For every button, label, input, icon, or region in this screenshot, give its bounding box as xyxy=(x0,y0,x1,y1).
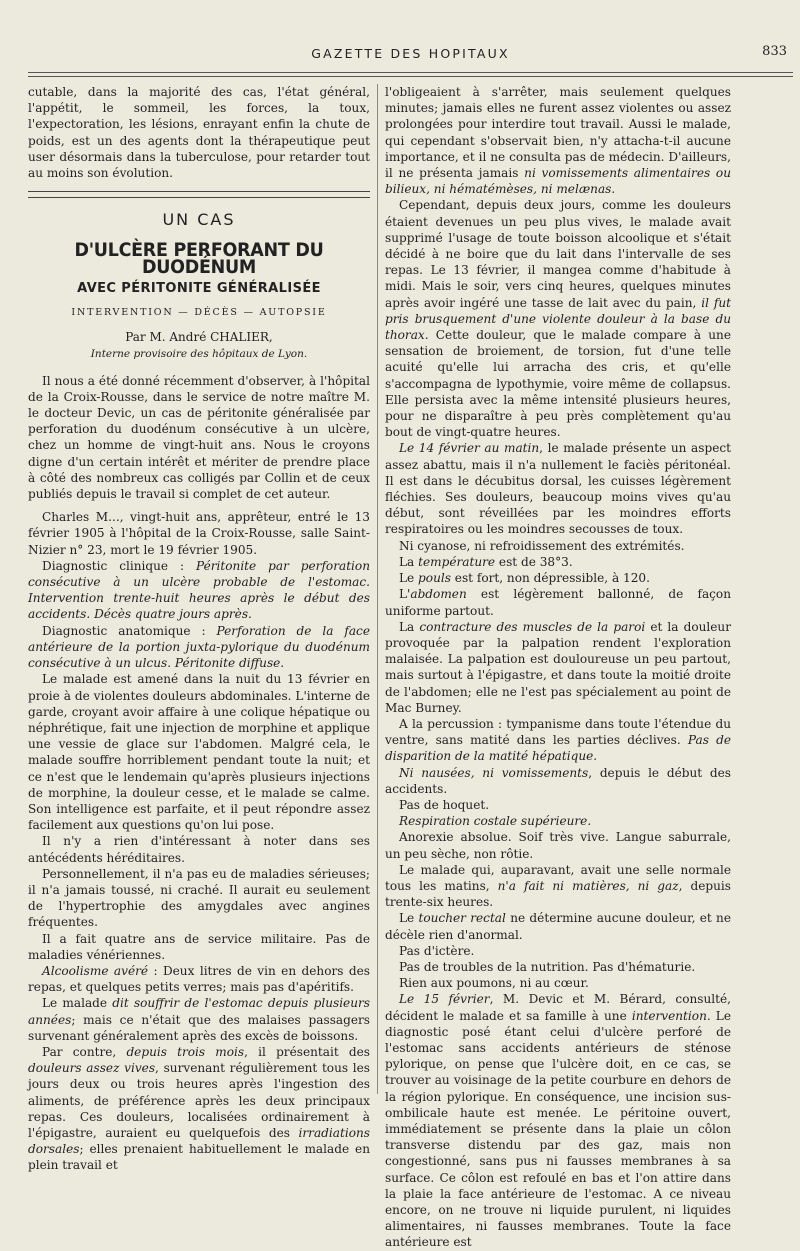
onset-paragraph: Cependant, depuis deux jours, comme les douleurs étaient devenues un peu plus vives, le malade avait supprimé l'usage de toute boisson alcoolique et s'était décidé à ne boire que du lait dans l'intervalle de ses repas. Le 13 février, il mangea comme d'habitude à midi. Mais le soir, vers cinq heures, quelques minutes après avoir ingéré une tasse de lait avec du pain, il fut pris brusquement d'une violente douleur à la base du thorax. Cette douleur, que le malade compare à une sensation de broiement, de torsion, fut d'une telle acuité qu'elle lui arracha des cris, et qu'elle s'accompagna de lypothymie, voire même de collapsus. Elle persista avec la même intensité plusieurs heures, pour ne disparaître à peu près complètement qu'au bout de vingt-quatre heures. xyxy=(385,198,731,440)
lungs-line: Rien aux poumons, ni au cœur. xyxy=(399,976,589,991)
nausea-line: Ni nausées, ni vomissements, depuis le début des accidents. xyxy=(385,765,731,796)
header-rule xyxy=(28,72,793,73)
continued-paragraph-right: l'obligeaient à s'arrêter, mais seulement quelques minutes; jamais elles ne furent assez violentes ou assez prolongées pour interdire tout travail. Aussi le malade, qui cependant s'observait bien, n'y attacha-t-il aucune importance, et il ne consulta pas de médecin. D'ailleurs, il ne présenta jamais ni vomissements alimentaires ou bilieux, ni hématémèses, ni melænas. xyxy=(385,85,731,197)
column-divider xyxy=(377,84,378,1094)
article-heading xyxy=(28,212,370,362)
clinical-diagnosis: Diagnostic clinique : Péritonite par perforation consécutive à un ulcère probable de l'estomac. Intervention trente-huit heures après le début des accidents. Décès quatre jours après. xyxy=(28,558,370,622)
article-tags: INTERVENTION — DÉCÈS — AUTOPSIE xyxy=(71,307,327,319)
stomach-paragraph: Le malade dit souffrir de l'estomac depuis plusieurs années; mais ce n'était que des malaises passagers survenant généralement après des excès de boissons. xyxy=(28,996,370,1043)
article-author: Par M. André CHALIER, xyxy=(125,330,273,345)
rectal-line: Le toucher rectal ne détermine aucune douleur, et ne décèle rien d'anormal. xyxy=(385,911,731,942)
anorexia-line: Anorexie absolue. Soif très vive. Langue saburrale, un peu sèche, non rôtie. xyxy=(385,830,731,861)
hiccup-line: Pas de hoquet. xyxy=(399,797,490,812)
article-title: D'ULCÈRE PERFORANT DU DUODÉNUM xyxy=(74,239,324,278)
page-number: 833 xyxy=(762,44,787,59)
article-separator xyxy=(28,191,370,198)
continued-paragraph: cutable, dans la majorité des cas, l'état général, l'appétit, le sommeil, les forces, la toux, l'expectoration, les lésions, enrayant enfin la chute de poids, est un des agents dont la thérapeutique peut user désormais dans la tuberculose, pour retarder tout au moins son évolution. xyxy=(28,85,370,181)
left-column xyxy=(28,84,370,1174)
heredity-paragraph: Il n'y a rien d'intéressant à noter dans ses antécédents héréditaires. xyxy=(28,834,370,865)
military-paragraph: Il a fait quatre ans de service militaire. Pas de maladies vénériennes. xyxy=(28,931,370,962)
journal-title: GAZETTE DES HOPITAUX xyxy=(311,46,510,61)
abdomen-line: L'abdomen est légèrement ballonné, de façon uniforme partout. xyxy=(385,587,731,618)
feb15-paragraph: Le 15 février, M. Devic et M. Bérard, consulté, décident le malade et sa famille à une intervention. Le diagnostic posé étant celui d'ulcère perforé de l'estomac sans accidents antérieurs de sténose pylorique, on pense que l'ulcère doit, en ce cas, se trouver au voisinage de la petite courbure en dehors de la région pylorique. En conséquence, une incision sus-ombilicale haute est menée. Le péritoine ouvert, immédiatement se présente dans la plaie un côlon transverse distendu par des gaz, mais non congestionné, sans pus ni fausses membranes à sa surface. Ce côlon est refoulé en bas et l'on attire dans la plaie la face antérieure de l'estomac. A ce niveau encore, on ne trouve ni liquide purulent, ni liquides alimentaires, ni fausses membranes. Toute la face antérieure est xyxy=(385,992,731,1250)
intro-paragraph: Il nous a été donné récemment d'observer, à l'hôpital de la Croix-Rousse, dans le service de notre maître M. le docteur Devic, un cas de péritonite généralisée par perforation du duodénum consécutive à un ulcère, chez un homme de vingt-huit ans. Nous le croyons digne d'un certain intérêt et mériter de prendre place à côté des nombreux cas colligés par Collin et de ceux publiés depuis le travail si complet de cet auteur. xyxy=(28,373,370,502)
pain-paragraph: Par contre, depuis trois mois, il présentait des douleurs assez vives, survenant régulièrement tous les jours deux ou trois heures après l'ingestion des aliments, de préférence après les deux principaux repas. Ces douleurs, localisées ordinairement à l'épigastre, auraient eu quelquefois des irradiations dorsales; elles prenaient habituellement le malade en plein travail et xyxy=(28,1044,370,1173)
page-header xyxy=(28,42,793,64)
personal-history-paragraph: Personnellement, il n'a pas eu de maladies sérieuses; il n'a jamais toussé, ni craché. Il aurait eu seulement de l'hypertrophie des amygdales avec angines fréquentes. xyxy=(28,866,370,930)
right-column xyxy=(385,84,731,1251)
jaundice-line: Pas d'ictère. xyxy=(399,943,475,958)
pulse-line: Le pouls est fort, non dépressible, à 120. xyxy=(399,571,650,586)
arrival-paragraph: Le malade est amené dans la nuit du 13 février en proie à de violentes douleurs abdominales. L'interne de garde, croyant avoir affaire à une colique hépatique ou néphrétique, fait une injection de morphine et applique une vessie de glace sur l'abdomen. Malgré cela, le malade souffre horriblement pendant toute la nuit; et ce n'est que le lendemain qu'après plusieurs injections de morphine, la douleur cesse, et le malade se calme. Son intelligence est parfaite, et il peut répondre assez facilement aux questions qu'on lui pose. xyxy=(28,672,370,833)
feb14-paragraph: Le 14 février au matin, le malade présente un aspect assez abattu, mais il n'a nullement le faciès péritonéal. Il est dans le décubitus dorsal, les cuisses légèrement fléchies. Ses douleurs, beaucoup moins vives qu'au début, sont réveillées par les moindres efforts respiratoires ou les moindres secousses de toux. xyxy=(385,441,731,537)
nutrition-line: Pas de troubles de la nutrition. Pas d'hématurie. xyxy=(399,959,696,974)
respiration-line: Respiration costale supérieure. xyxy=(399,814,592,829)
cyanosis-line: Ni cyanose, ni refroidissement des extrémités. xyxy=(399,538,685,553)
article-kicker: UN CAS xyxy=(162,210,236,230)
contracture-paragraph: La contracture des muscles de la paroi et la douleur provoquée par la palpation rendent l'exploration malaisée. La palpation est douloureuse un peu partout, mais surtout à l'épigastre, et dans toute la moitié droite de l'abdomen; elle ne l'est pas spécialement au point de Mac Burney. xyxy=(385,619,731,715)
percussion-paragraph: A la percussion : tympanisme dans toute l'étendue du ventre, sans matité dans les parties déclives. Pas de disparition de la matité hépatique. xyxy=(385,716,731,764)
patient-paragraph: Charles M..., vingt-huit ans, apprêteur, entré le 13 février 1905 à l'hôpital de la Croix-Rousse, salle Saint-Nizier n° 23, mort le 19 février 1905. xyxy=(28,510,370,557)
temperature-line: La température est de 38°3. xyxy=(399,554,573,569)
article-subtitle: AVEC PÉRITONITE GÉNÉRALISÉE xyxy=(77,280,321,296)
header-rule-thin xyxy=(28,76,793,77)
stool-paragraph: Le malade qui, auparavant, avait une selle normale tous les matins, n'a fait ni matières, ni gaz, depuis trente-six heures. xyxy=(385,862,731,910)
anatomical-diagnosis: Diagnostic anatomique : Perforation de la face antérieure de la portion juxta-pylorique du duodénum consécutive à un ulcus. Péritonite diffuse. xyxy=(28,623,370,671)
alcohol-paragraph: Alcoolisme avéré : Deux litres de vin en dehors des repas, et quelques petits verres; mais pas d'apéritifs. xyxy=(28,963,370,995)
author-affiliation: Interne provisoire des hôpitaux de Lyon. xyxy=(90,348,308,361)
